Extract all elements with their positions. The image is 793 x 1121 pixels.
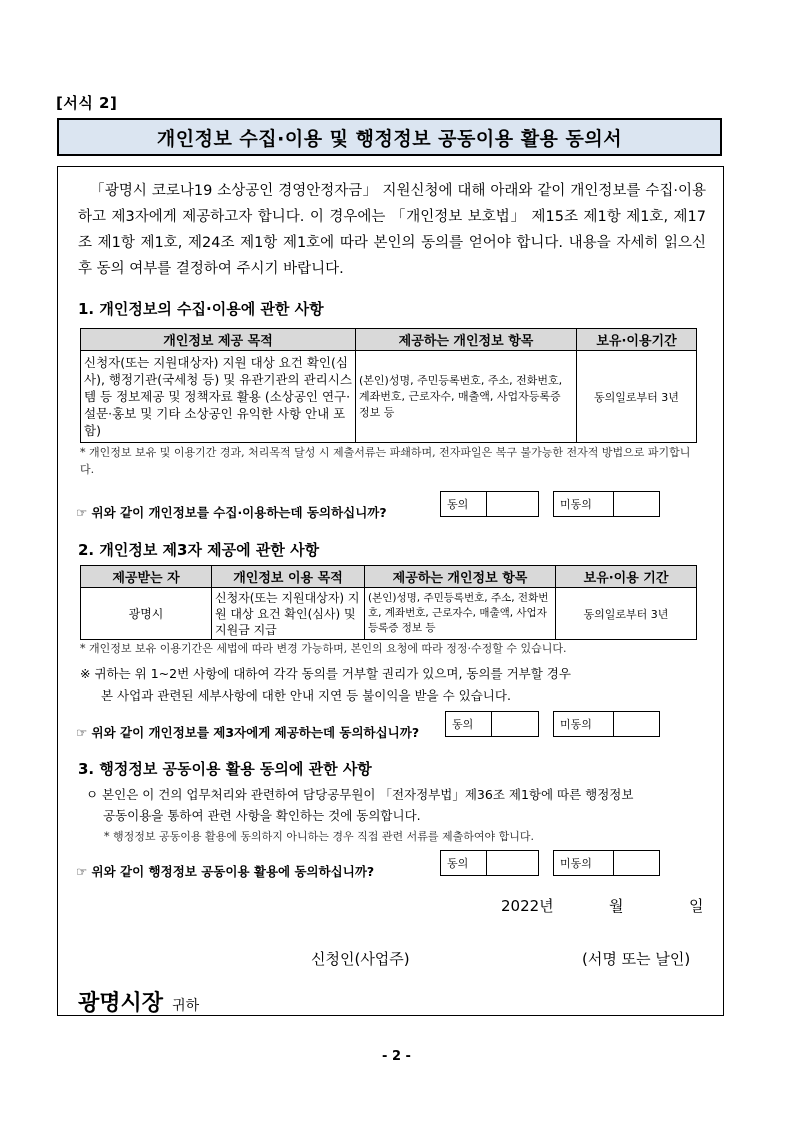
section3-disagree-box[interactable] [553,850,660,876]
section2-agree-box[interactable] [445,711,539,737]
table-header: 보유·이용기간 [577,329,697,351]
section1-note: * 개인정보 보유 및 이용기간 경과, 처리목적 달성 시 제출서류는 파쇄하며, 전자파일은 복구 불가능한 전자적 방법으로 파기합니다. [80,446,691,476]
table-cell: (본인)성명, 주민등록번호, 주소, 전화번호, 계좌번호, 근로자수, 매출액, 사업자등록증 정보 등 [356,351,577,443]
section1-table [80,328,697,443]
applicant-label: 신청인(사업주) [311,950,410,968]
section1-agree-box[interactable] [440,491,539,517]
recipient-name: 광명시장 [78,991,164,1016]
section3-note: * 행정정보 공동이용 활용에 동의하지 아니하는 경우 직접 관련 서류를 제출하여야 합니다. [104,830,534,843]
table-cell: 신청자(또는 지원대상자) 지원 대상 요건 확인(심사) 및 지원금 지급 [212,588,365,640]
table-cell: 동의일로부터 3년 [556,588,697,640]
section3-body-line1: ㅇ 본인은 이 건의 업무처리와 관련하여 담당공무원이 「전자정부법」제36조 제1항에 따른 행정정보 [86,787,634,802]
table-header: 개인정보 이용 목적 [212,566,365,588]
table-cell: 광명시 [81,588,212,640]
intro-paragraph: 「광명시 코로나19 소상공인 경영안정자금」 지원신청에 대해 아래와 같이 개인정보를 수집·이용하고 제3자에게 제공하고자 합니다. 이 경우에는 「개인정보 보호법」 제15조 제1항 제1호, 제17조 제1항 제1호, 제24조 제1항 제1호에 따라 본인의 동의를 얻어야 합니다. 내용을 자세히 읽으신 후 동의 여부를 결정하여 주시기 바랍니다. [78,183,706,277]
disagree-checkbox[interactable] [614,492,659,516]
page-number: - 2 - [382,1049,411,1064]
disagree-checkbox[interactable] [614,712,659,736]
agree-label: 동의 [441,492,487,516]
form-label: [서식 2] [56,94,118,112]
agree-checkbox[interactable] [487,851,538,875]
recipient-block [78,986,199,1017]
date-day: 일 [689,897,704,915]
section3-question: ☞ 위와 같이 행정정보 공동이용 활용에 동의하십니까? [76,864,375,879]
date-year: 2022년 [501,897,554,915]
agree-label: 동의 [446,712,492,736]
table-cell: 신청자(또는 지원대상자) 지원 대상 요건 확인(심사), 행정기관(국세청 등) 및 유관기관의 관리시스템 등 정보제공 및 정책자료 활용 (소상공인 연구·설문·홍보 및 기타 소상공인 유익한 사항 안내 포함) [81,351,356,443]
table-header: 제공하는 개인정보 항목 [356,329,577,351]
table-cell: (본인)성명, 주민등록번호, 주소, 전화번호, 계좌번호, 근로자수, 매출액, 사업자등록증 정보 등 [365,588,556,640]
document-title: 개인정보 수집·이용 및 행정정보 공동이용 활용 동의서 [57,118,722,156]
table-header: 개인정보 제공 목적 [81,329,356,351]
disagree-label: 미동의 [554,851,614,875]
recipient-suffix: 귀하 [172,998,200,1014]
section2-question: ☞ 위와 같이 개인정보를 제3자에게 제공하는데 동의하십니까? [76,725,420,740]
section1-heading: 1. 개인정보의 수집·이용에 관한 사항 [78,300,324,318]
table-header: 제공받는 자 [81,566,212,588]
date-month: 월 [609,897,624,915]
section3-heading: 3. 행정정보 공동이용 활용 동의에 관한 사항 [78,760,372,778]
disagree-label: 미동의 [554,492,614,516]
disagree-checkbox[interactable] [614,851,659,875]
section2-table [80,565,697,640]
section3-body-line2: 공동이용을 통하여 관련 사항을 확인하는 것에 동의합니다. [103,808,421,823]
section1-disagree-box[interactable] [553,491,660,517]
table-header: 제공하는 개인정보 항목 [365,566,556,588]
right-notice-line2: 본 사업과 관련된 세부사항에 대한 안내 지연 등 불이익을 받을 수 있습니다. [101,688,511,703]
agree-label: 동의 [441,851,487,875]
signature-label: (서명 또는 날인) [582,950,691,968]
section3-agree-box[interactable] [440,850,539,876]
section2-disagree-box[interactable] [553,711,660,737]
section2-heading: 2. 개인정보 제3자 제공에 관한 사항 [78,541,320,559]
right-notice-line1: ※ 귀하는 위 1~2번 사항에 대하여 각각 동의를 거부할 권리가 있으며, 동의를 거부할 경우 [80,666,571,681]
disagree-label: 미동의 [554,712,614,736]
table-cell: 동의일로부터 3년 [577,351,697,443]
section1-question: ☞ 위와 같이 개인정보를 수집·이용하는데 동의하십니까? [76,505,387,520]
table-header: 보유·이용 기간 [556,566,697,588]
agree-checkbox[interactable] [487,492,538,516]
agree-checkbox[interactable] [492,712,538,736]
section2-note: * 개인정보 보유 이용기간은 세법에 따라 변경 가능하며, 본인의 요청에 따라 정정·수정할 수 있습니다. [80,642,567,655]
